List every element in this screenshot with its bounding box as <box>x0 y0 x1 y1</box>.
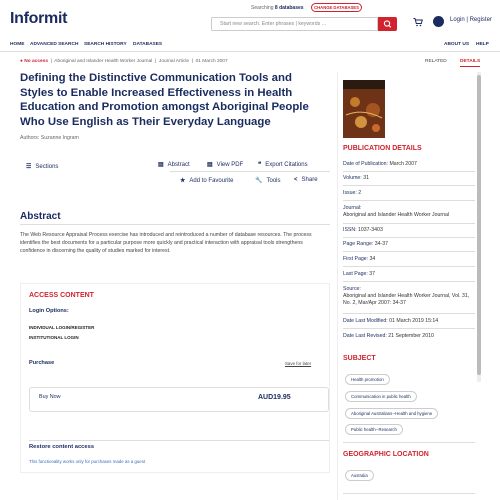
detail-date-of-publication: Date of Publication: March 2007 <box>343 161 417 167</box>
detail-divider <box>343 266 475 267</box>
search-button[interactable] <box>378 17 397 31</box>
nav-advanced-search[interactable]: ADVANCED SEARCH <box>30 42 79 47</box>
wrench-icon: 🔧 <box>255 178 263 184</box>
detail-journal: Journal: Aboriginal and Islander Health Worker Journal <box>343 205 450 218</box>
author-link[interactable]: Suzanne Ingram <box>40 135 79 141</box>
detail-date-last-modified: Date Last Modified: 01 March 2019 15:14 <box>343 318 439 324</box>
tab-related[interactable]: RELATED <box>425 59 447 64</box>
access-heading: ACCESS CONTENT <box>29 292 94 299</box>
star-icon: ★ <box>180 178 186 184</box>
journal-cover-image <box>343 80 385 138</box>
menu-icon: ☰ <box>26 164 32 170</box>
geographic-location-heading: GEOGRAPHIC LOCATION <box>343 451 429 458</box>
main-nav <box>0 38 500 52</box>
abstract-heading: Abstract <box>20 211 61 222</box>
sections-button[interactable]: ☰ Sections <box>26 164 59 170</box>
authors: Authors: Suzanne Ingram <box>20 135 79 141</box>
login-options-label: Login Options: <box>29 308 69 314</box>
detail-divider <box>343 237 475 238</box>
share-button[interactable]: < Share <box>294 177 318 183</box>
detail-page-range: Page Range: 34-37 <box>343 241 389 247</box>
cart-icon[interactable] <box>413 17 423 27</box>
nav-home[interactable]: HOME <box>10 42 25 47</box>
detail-divider <box>343 200 475 201</box>
detail-divider <box>343 185 475 186</box>
lock-icon: ● <box>20 59 23 64</box>
restore-access-heading: Restore content access <box>29 444 95 450</box>
quote-icon: ❝ <box>258 162 262 168</box>
institutional-login-link[interactable]: INSTITUTIONAL LOGIN <box>29 335 79 340</box>
detail-divider <box>343 281 475 282</box>
site-header <box>0 0 500 38</box>
subject-tag[interactable]: Communication in public health <box>345 391 417 402</box>
document-icon: ▤ <box>158 162 164 168</box>
restore-access-text[interactable]: This functionality works only for purchases made as a guest <box>29 459 146 464</box>
search-input[interactable]: Start new search. Enter phrases | keywords ... <box>211 17 378 31</box>
abstract-divider <box>20 224 330 225</box>
detail-volume: Volume: 31 <box>343 175 369 181</box>
tab-details[interactable]: DETAILS <box>460 59 480 67</box>
detail-last-page: Last Page: 37 <box>343 271 376 277</box>
export-citations-button[interactable]: ❝ Export Citations <box>258 162 308 168</box>
access-status: No access <box>24 59 48 64</box>
page-title: Defining the Distinctive Communication Tools and Styles to Enable Increased Effectiveness in Health Education and Promotion amongst Aboriginal People Who Use English as Their Everyday Language <box>20 72 309 128</box>
subject-tag[interactable]: Aboriginal Australians--Health and hygiene <box>345 408 438 419</box>
abstract-text: The Web Resource Appraisal Process exercise has introduced and reintroduced a number of database resources. The process identifies the best documents for a particular purpose more quickly and practical interaction with appraisal tools strengthens confidence in discerning the quality of studies marked for interest. <box>20 232 312 254</box>
user-icon[interactable] <box>433 16 444 27</box>
search-icon <box>378 17 397 31</box>
article-meta: ● No access | Aboriginal and Islander Health Worker Journal | Journal Article | 01 March 2007 <box>20 59 228 64</box>
scrollbar-thumb[interactable] <box>477 75 481 375</box>
view-pdf-button[interactable]: ▤ View PDF <box>207 162 244 168</box>
searching-status: Searching 8 databases <box>251 5 304 11</box>
toolbar-divider <box>170 171 330 172</box>
login-register-link[interactable]: Login | Register <box>450 17 492 23</box>
nav-about-us[interactable]: ABOUT US <box>444 42 470 47</box>
subject-tag[interactable]: Health promotion <box>345 374 390 385</box>
save-for-later-link[interactable]: Save for later <box>285 361 312 366</box>
detail-divider <box>343 313 475 314</box>
change-databases-button[interactable]: CHANGE DATABASES <box>311 3 362 12</box>
share-icon: < <box>294 177 298 183</box>
detail-divider <box>343 223 475 224</box>
restore-divider <box>29 440 329 441</box>
location-tag[interactable]: Australia <box>345 470 374 481</box>
detail-date-last-revised: Date Last Revised: 21 September 2010 <box>343 333 434 339</box>
publication-details-heading: PUBLICATION DETAILS <box>343 145 422 152</box>
nav-databases[interactable]: DATABASES <box>133 42 163 47</box>
add-to-favourite-button[interactable]: ★ Add to Favourite <box>180 178 234 184</box>
pdf-icon: ▤ <box>207 162 213 168</box>
detail-divider <box>343 328 475 329</box>
subject-heading: SUBJECT <box>343 355 376 362</box>
detail-divider <box>343 171 475 172</box>
nav-help[interactable]: HELP <box>476 42 489 47</box>
article-date: 01 March 2007 <box>195 59 228 64</box>
detail-issue: Issue: 2 <box>343 190 362 196</box>
section-divider <box>343 493 475 494</box>
article-type: Journal Article <box>158 59 190 64</box>
subject-tag[interactable]: Public health--Research <box>345 424 403 435</box>
individual-login-link[interactable]: INDIVIDUAL LOGIN/REGISTER <box>29 325 95 330</box>
purchase-label: Purchase <box>29 360 55 366</box>
tools-button[interactable]: 🔧 Tools <box>255 178 281 184</box>
section-divider <box>343 442 475 443</box>
informit-logo[interactable]: Informit <box>10 10 68 27</box>
detail-source: Source: Aboriginal and Islander Health Worker Journal, Vol. 31, No. 2, Mar/Apr 2007: 34-37 <box>343 286 470 306</box>
nav-search-history[interactable]: SEARCH HISTORY <box>84 42 127 47</box>
detail-first-page: First Page: 34 <box>343 256 376 262</box>
price: AUD19.95 <box>258 394 291 401</box>
abstract-button[interactable]: ▤ Abstract <box>158 162 190 168</box>
detail-divider <box>343 251 475 252</box>
journal-name[interactable]: Aboriginal and Islander Health Worker Journal <box>54 59 153 64</box>
buy-now-label[interactable]: Buy Now <box>39 394 61 400</box>
detail-issn: ISSN: 1037-3403 <box>343 227 383 233</box>
